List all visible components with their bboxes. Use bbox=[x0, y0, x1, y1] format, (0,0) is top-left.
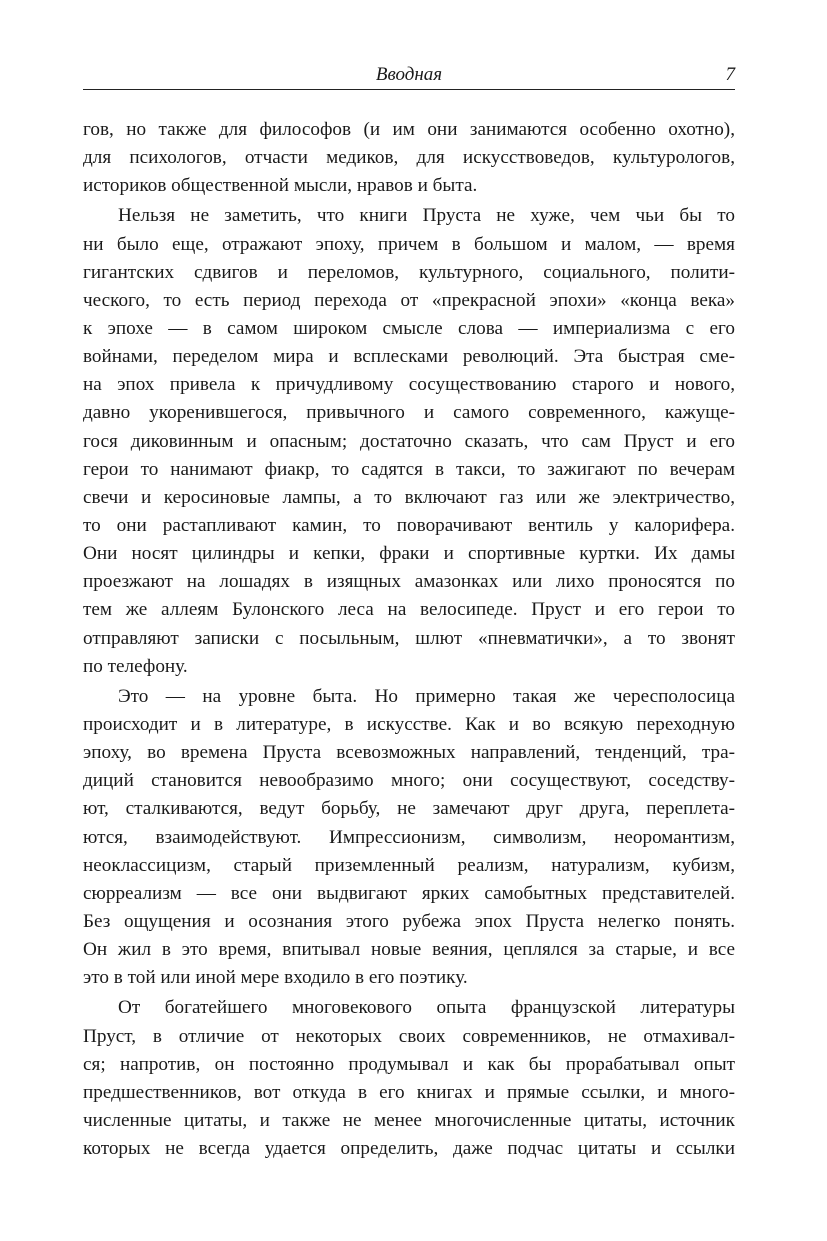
text-line: сюрреализм — все они выдвигают ярких самобытных представителей. bbox=[83, 882, 735, 904]
text-line: эпоху, во времена Пруста всевозможных направлений, тенденций, тра- bbox=[83, 742, 735, 764]
text-line: по телефону. bbox=[83, 655, 188, 677]
text-line: для психологов, отчасти медиков, для искусствоведов, культурологов, bbox=[83, 147, 735, 169]
text-line: гигантских сдвигов и переломов, культурного, социального, полити- bbox=[83, 261, 735, 283]
paragraph bbox=[83, 683, 735, 993]
text-line: ни было еще, отражают эпоху, причем в большом и малом, — время bbox=[83, 233, 735, 255]
text-line: историков общественной мысли, нравов и быта. bbox=[83, 175, 478, 197]
text-line: то они растапливают камин, то поворачивают вентиль у калорифера. bbox=[83, 514, 735, 536]
body-text bbox=[83, 116, 735, 1163]
text-line: неоклассицизм, старый приземленный реализм, натурализм, кубизм, bbox=[83, 854, 735, 876]
text-line: проезжают на лошадях в изящных амазонках или лихо проносятся по bbox=[83, 571, 735, 593]
text-line: происходит и в литературе, в искусстве. Как и во всякую переходную bbox=[83, 713, 735, 735]
text-line: свечи и керосиновые лампы, а то включают газ или же электричество, bbox=[83, 486, 735, 508]
text-line: гов, но также для философов (и им они занимаются особенно охотно), bbox=[83, 119, 735, 140]
text-line: диций становится невообразимо много; они сосуществуют, соседству- bbox=[83, 770, 735, 792]
text-line: Пруст, в отличие от некоторых своих современников, не отмахивал- bbox=[83, 1025, 735, 1047]
text-line: герои то нанимают фиакр, то садятся в такси, то зажигают по вечерам bbox=[83, 458, 735, 480]
paragraph bbox=[83, 202, 735, 680]
text-line: ся; напротив, он постоянно продумывал и как бы прорабатывал опыт bbox=[83, 1053, 735, 1075]
text-line: на эпох привела к причудливому сосуществованию старого и нового, bbox=[83, 374, 735, 396]
text-line: тем же аллеям Булонского леса на велосипеде. Пруст и его герои то bbox=[83, 599, 735, 621]
text-line: ют, сталкиваются, ведут борьбу, не замечают друг друга, переплета- bbox=[83, 798, 735, 820]
text-line: численные цитаты, и также не менее многочисленные цитаты, источник bbox=[83, 1109, 735, 1131]
text-line: к эпохе — в самом широком смысле слова — империализма с его bbox=[83, 317, 735, 339]
text-line: давно укоренившегося, привычного и самого современного, кажуще- bbox=[83, 402, 735, 424]
text-line: Без ощущения и осознания этого рубежа эпох Пруста нелегко понять. bbox=[83, 910, 735, 932]
text-line: Это — на уровне быта. Но примерно такая же чересполосица bbox=[118, 685, 735, 707]
text-line: ческого, то есть период перехода от «прекрасной эпохи» «конца века» bbox=[83, 289, 735, 311]
text-line: Он жил в это время, впитывал новые веяния, цеплялся за старые, и все bbox=[83, 939, 735, 961]
text-line: это в той или иной мере входило в его поэтику. bbox=[83, 967, 468, 989]
header-rule bbox=[83, 89, 735, 90]
text-line: отправляют записки с посыльным, шлют «пневматички», а то звонят bbox=[83, 627, 735, 649]
paragraph bbox=[83, 994, 735, 1163]
page-number: 7 bbox=[725, 64, 735, 85]
text-line: Нельзя не заметить, что книги Пруста не хуже, чем чьи бы то bbox=[118, 205, 735, 227]
paragraph bbox=[83, 116, 735, 200]
text-line: войнами, переделом мира и всплесками революций. Эта быстрая сме- bbox=[83, 346, 735, 368]
text-line: Они носят цилиндры и кепки, фраки и спортивные куртки. Их дамы bbox=[83, 543, 735, 565]
running-header-title: Вводная bbox=[375, 64, 443, 85]
text-line: гося диковинным и опасным; достаточно сказать, что сам Пруст и его bbox=[83, 430, 735, 452]
running-header bbox=[83, 62, 735, 88]
text-line: предшественников, вот откуда в его книгах и прямые ссылки, и много- bbox=[83, 1081, 735, 1103]
text-line: которых не всегда удается определить, даже подчас цитаты и ссылки bbox=[83, 1138, 735, 1160]
text-line: ются, взаимодействуют. Импрессионизм, символизм, неоромантизм, bbox=[83, 826, 735, 848]
text-line: От богатейшего многовекового опыта французской литературы bbox=[118, 997, 735, 1019]
